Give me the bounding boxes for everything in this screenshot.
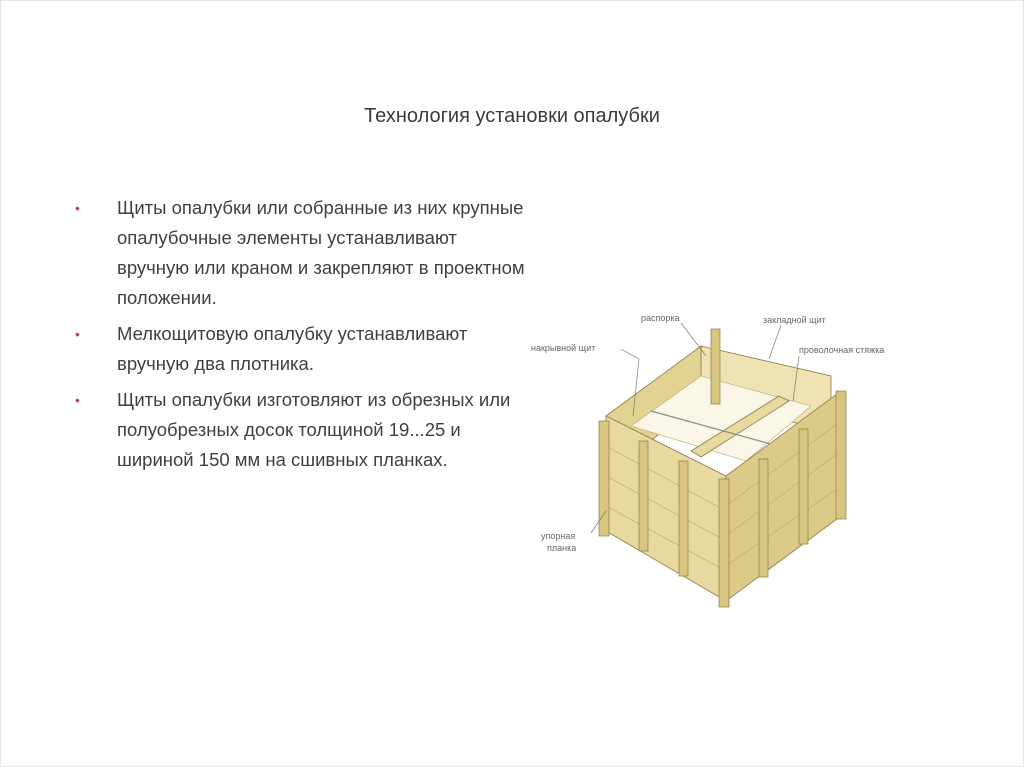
- bullet-list: [73, 193, 533, 481]
- list-item: [73, 385, 533, 475]
- label-support-plank-1: упорная: [541, 531, 576, 541]
- label-cover-panel: накрывной щит: [531, 343, 596, 353]
- list-item: [73, 319, 533, 379]
- bullet-icon: •: [75, 326, 80, 342]
- slide-title: Технология установки опалубки: [364, 105, 660, 127]
- bullet-icon: •: [75, 200, 80, 216]
- bullet-text: Мелкощитовую опалубку устанавливают вручную два плотника.: [117, 323, 468, 374]
- list-item: [73, 193, 533, 313]
- label-embedded-panel: закладной щит: [763, 315, 826, 325]
- label-strut: распорка: [641, 313, 680, 323]
- bullet-text: Щиты опалубки или собранные из них крупные опалубочные элементы устанавливают вручную или краном и закрепляют в проектном положении.: [117, 197, 525, 308]
- label-wire-tie: проволочная стяжка: [799, 345, 885, 355]
- bullet-text: Щиты опалубки изготовляют из обрезных или полуобрезных досок толщиной 19...25 и шириной 150 мм на сшивных планках.: [117, 389, 511, 470]
- bullet-icon: •: [75, 392, 80, 408]
- label-support-plank-2: планка: [547, 543, 577, 553]
- formwork-diagram: [531, 301, 921, 631]
